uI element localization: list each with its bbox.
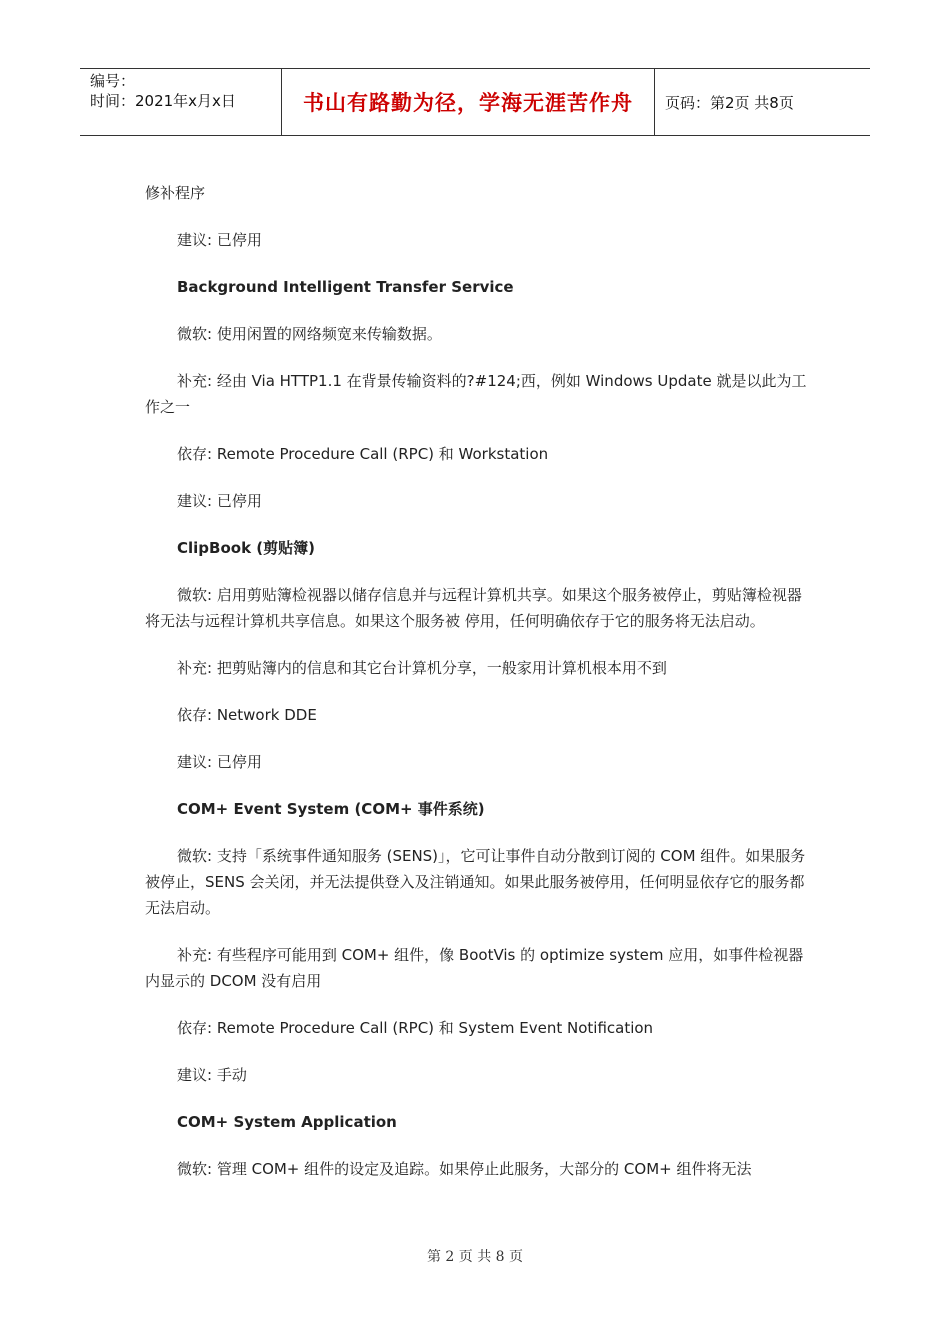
paragraph: 依存: Remote Procedure Call (RPC) 和 System Event Notification xyxy=(177,1019,654,1037)
document-body xyxy=(145,180,810,1203)
paragraph: 微软: 使用闲置的网络频宽来传输数据。 xyxy=(177,325,442,343)
page-footer: 第 2 页 共 8 页 xyxy=(426,1249,524,1265)
section-heading: Background Intelligent Transfer Service xyxy=(177,278,514,296)
paragraph: 依存: Remote Procedure Call (RPC) 和 Workstation xyxy=(177,445,549,463)
paragraph: 补充: 经由 Via HTTP1.1 在背景传输资料的?#124;西，例如 Windows Update 就是以此为工作之一 xyxy=(145,372,807,416)
section-heading: COM+ System Application xyxy=(177,1113,397,1131)
motto-text: 书山有路勤为径，学海无涯苦作舟 xyxy=(303,90,633,115)
paragraph: 建议: 已停用 xyxy=(177,492,262,510)
paragraph: 微软: 启用剪贴簿检视器以储存信息并与远程计算机共享。如果这个服务被停止，剪贴簿检视器将无法与远程计算机共享信息。如果这个服务被 停用，任何明确依存于它的服务将无法启动。 xyxy=(145,586,802,630)
paragraph: 修补程序 xyxy=(145,184,206,202)
paragraph: 补充: 有些程序可能用到 COM+ 组件，像 BootVis 的 optimize system 应用，如事件检视器内显示的 DCOM 没有启用 xyxy=(145,946,804,990)
page-header xyxy=(80,68,870,136)
page-label: 页码：第2页 共8页 xyxy=(665,93,794,112)
section-heading: ClipBook (剪贴簿) xyxy=(177,539,315,557)
header-meta xyxy=(80,69,281,135)
paragraph: 依存: Network DDE xyxy=(177,706,317,724)
paragraph: 微软: 支持「系统事件通知服务 (SENS)」，它可让事件自动分散到订阅的 COM 组件。如果服务被停止，SENS 会关闭，并无法提供登入及注销通知。如果此服务被停用，任何明显依存它的服务都无法启动。 xyxy=(145,847,806,917)
paragraph: 补充: 把剪贴簿内的信息和其它台计算机分享，一般家用计算机根本用不到 xyxy=(177,659,667,677)
paragraph: 建议: 已停用 xyxy=(177,231,262,249)
paragraph: 微软: 管理 COM+ 组件的设定及追踪。如果停止此服务，大部分的 COM+ 组件将无法 xyxy=(177,1160,752,1178)
date-label: 时间：2021年x月x日 xyxy=(90,92,236,110)
number-label: 编号： xyxy=(90,72,136,90)
section-heading: COM+ Event System (COM+ 事件系统) xyxy=(177,800,485,818)
header-page xyxy=(655,69,870,135)
paragraph: 建议: 手动 xyxy=(177,1066,247,1084)
header-motto xyxy=(281,69,655,135)
paragraph: 建议: 已停用 xyxy=(177,753,262,771)
